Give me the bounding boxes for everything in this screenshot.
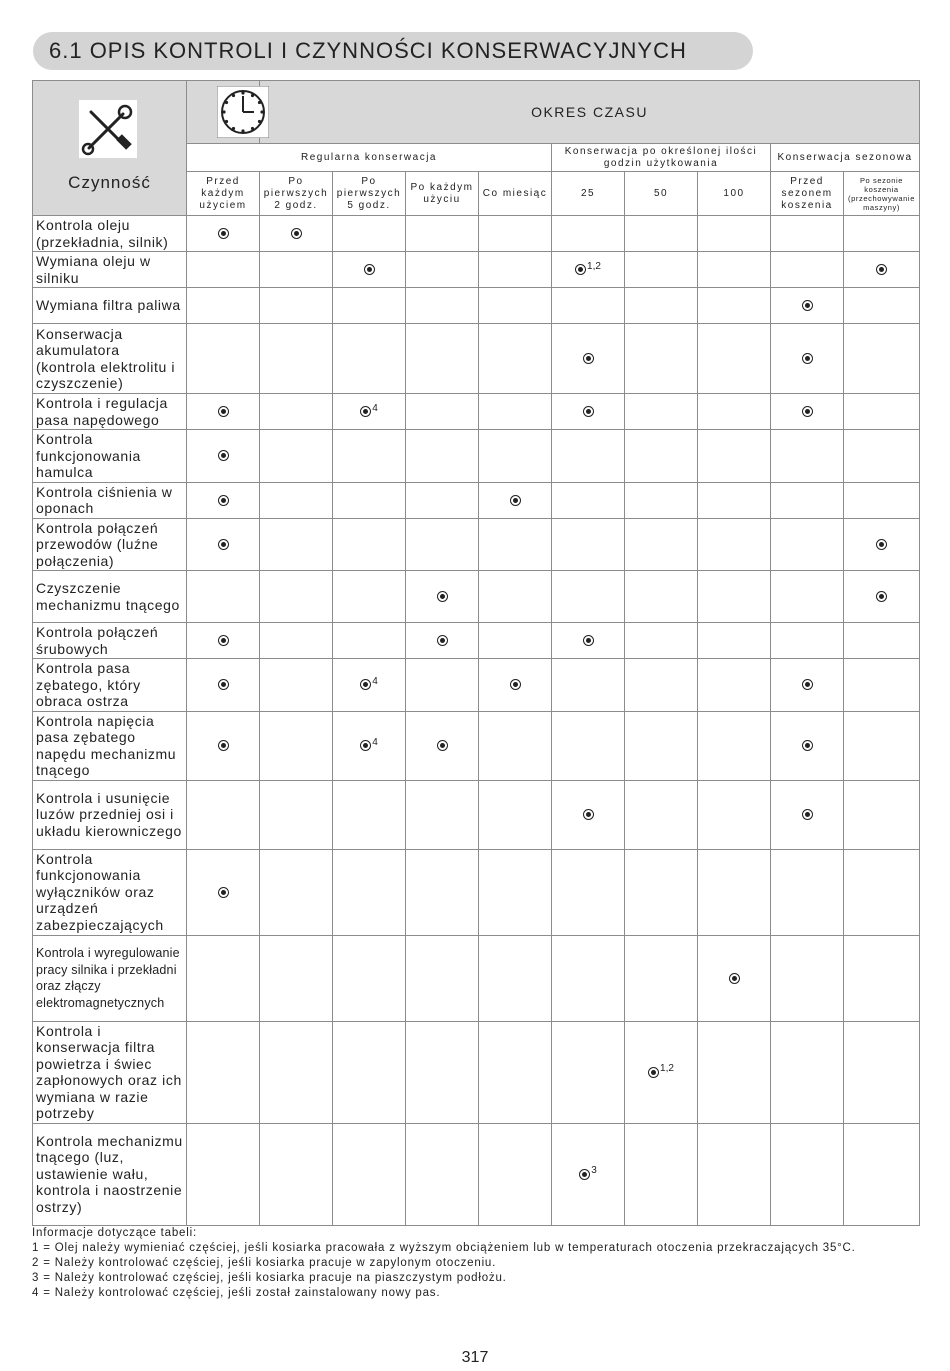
table-row: [33, 430, 920, 483]
schedule-cell: [479, 518, 552, 571]
schedule-cell: [479, 623, 552, 659]
schedule-cell: [187, 288, 260, 324]
schedule-cell: [771, 659, 844, 712]
footnote-ref: 1,2: [660, 1063, 674, 1074]
table-notes: [32, 1226, 856, 1301]
schedule-cell: [187, 935, 260, 1021]
schedule-cell: [333, 216, 406, 252]
check-mark-icon: [360, 740, 371, 751]
col-header: Przed każdym użyciem: [187, 172, 260, 216]
schedule-cell: [625, 849, 698, 935]
schedule-cell: [552, 324, 625, 394]
okres-czasu-header: OKRES CZASU: [260, 81, 920, 144]
schedule-cell: [552, 935, 625, 1021]
schedule-cell: [625, 623, 698, 659]
schedule-cell: [406, 849, 479, 935]
check-mark-icon: [218, 887, 229, 898]
check-mark-icon: [360, 406, 371, 417]
schedule-cell: [552, 571, 625, 623]
check-mark-icon: [364, 264, 375, 275]
schedule-cell: [406, 252, 479, 288]
schedule-cell: [552, 1123, 625, 1225]
activity-cell: Kontrola i regulacja pasa napędowego: [33, 394, 187, 430]
schedule-cell: [260, 482, 333, 518]
regularna-konserwacja-header: Regularna konserwacja: [187, 144, 552, 172]
table-row: [33, 1123, 920, 1225]
check-mark-icon: [291, 228, 302, 239]
activity-cell: Kontrola połączeń śrubowych: [33, 623, 187, 659]
schedule-cell: [771, 288, 844, 324]
schedule-cell: [187, 659, 260, 712]
schedule-cell: [698, 252, 771, 288]
schedule-cell: [187, 571, 260, 623]
schedule-cell: [187, 623, 260, 659]
schedule-cell: [552, 482, 625, 518]
schedule-cell: [479, 849, 552, 935]
schedule-cell: [187, 1123, 260, 1225]
check-mark-icon: [437, 740, 448, 751]
table-row: [33, 659, 920, 712]
schedule-cell: [187, 324, 260, 394]
schedule-cell: [333, 849, 406, 935]
schedule-cell: [844, 849, 920, 935]
check-mark-icon: [218, 740, 229, 751]
activity-cell: Kontrola napięcia pasa zębatego napędu mechanizmu tnącego: [33, 711, 187, 780]
schedule-cell: [187, 482, 260, 518]
czynnosc-label: Czynność: [68, 173, 151, 192]
check-mark-icon: [218, 406, 229, 417]
schedule-cell: [625, 711, 698, 780]
check-mark-icon: [579, 1169, 590, 1180]
schedule-cell: [844, 711, 920, 780]
schedule-cell: [406, 518, 479, 571]
schedule-cell: [625, 252, 698, 288]
table-row: [33, 780, 920, 849]
schedule-cell: [552, 780, 625, 849]
schedule-cell: [406, 780, 479, 849]
schedule-cell: [260, 571, 333, 623]
check-mark-icon: [876, 264, 887, 275]
schedule-cell: [187, 1021, 260, 1123]
schedule-cell: [260, 430, 333, 483]
activity-cell: Kontrola ciśnienia w oponach: [33, 482, 187, 518]
col-header: Co miesiąc: [479, 172, 552, 216]
schedule-cell: [406, 430, 479, 483]
schedule-cell: [260, 518, 333, 571]
schedule-cell: [698, 571, 771, 623]
schedule-cell: [844, 659, 920, 712]
schedule-cell: [333, 1123, 406, 1225]
schedule-cell: [406, 659, 479, 712]
check-mark-icon: [876, 591, 887, 602]
schedule-cell: [552, 711, 625, 780]
table-row: [33, 1021, 920, 1123]
table-row: [33, 216, 920, 252]
table-row: [33, 252, 920, 288]
activity-cell: Kontrola funkcjonowania hamulca: [33, 430, 187, 483]
schedule-cell: [844, 288, 920, 324]
schedule-cell: [771, 252, 844, 288]
page-title: 6.1 OPIS KONTROLI I CZYNNOŚCI KONSERWACYJNYCH: [49, 38, 687, 63]
schedule-cell: [625, 1123, 698, 1225]
schedule-cell: [260, 849, 333, 935]
note-item: 1 = Olej należy wymieniać częściej, jeśli kosiarka pracowała z wyższym obciążeniem lub w temperaturach otoczenia przekraczających 35°C.: [32, 1242, 856, 1254]
schedule-cell: [479, 935, 552, 1021]
page-number: 317: [461, 1349, 489, 1366]
footnote-ref: 4: [372, 402, 378, 414]
schedule-cell: [552, 430, 625, 483]
schedule-cell: [260, 288, 333, 324]
schedule-cell: [771, 1123, 844, 1225]
schedule-cell: [260, 935, 333, 1021]
schedule-cell: [844, 780, 920, 849]
schedule-cell: [698, 780, 771, 849]
schedule-cell: [479, 1123, 552, 1225]
schedule-cell: [187, 216, 260, 252]
schedule-cell: [333, 659, 406, 712]
schedule-cell: [552, 1021, 625, 1123]
schedule-cell: [187, 711, 260, 780]
schedule-cell: [333, 252, 406, 288]
schedule-cell: [625, 571, 698, 623]
schedule-cell: [625, 659, 698, 712]
check-mark-icon: [802, 406, 813, 417]
schedule-cell: [260, 324, 333, 394]
schedule-cell: [625, 430, 698, 483]
footnote-ref: 3: [591, 1165, 597, 1176]
schedule-cell: [479, 252, 552, 288]
notes-heading: Informacje dotyczące tabeli:: [32, 1227, 197, 1239]
schedule-cell: [771, 324, 844, 394]
check-mark-icon: [218, 635, 229, 646]
schedule-cell: [844, 1123, 920, 1225]
schedule-cell: [333, 571, 406, 623]
schedule-cell: [406, 288, 479, 324]
check-mark-icon: [437, 591, 448, 602]
col-header: 25: [552, 172, 625, 216]
activity-cell: Kontrola pasa zębatego, który obraca ostrza: [33, 659, 187, 712]
check-mark-icon: [802, 679, 813, 690]
schedule-cell: [406, 1123, 479, 1225]
schedule-cell: [771, 849, 844, 935]
schedule-cell: [187, 394, 260, 430]
schedule-cell: [406, 394, 479, 430]
schedule-cell: [479, 711, 552, 780]
schedule-cell: [844, 482, 920, 518]
schedule-cell: [552, 394, 625, 430]
note-item: 3 = Należy kontrolować częściej, jeśli kosiarka pracuje na piaszczystym podłożu.: [32, 1272, 507, 1284]
schedule-cell: [552, 288, 625, 324]
schedule-cell: [771, 1021, 844, 1123]
table-row: [33, 518, 920, 571]
check-mark-icon: [802, 740, 813, 751]
schedule-cell: [625, 518, 698, 571]
schedule-cell: [844, 518, 920, 571]
clock-header-cell: [187, 81, 260, 144]
schedule-cell: [333, 711, 406, 780]
schedule-cell: [479, 288, 552, 324]
schedule-cell: [260, 216, 333, 252]
schedule-cell: [187, 849, 260, 935]
schedule-cell: [260, 780, 333, 849]
table-row: [33, 935, 920, 1021]
schedule-cell: [698, 394, 771, 430]
clock-icon: [217, 86, 269, 138]
schedule-cell: [771, 518, 844, 571]
table-row: [33, 482, 920, 518]
check-mark-icon: [802, 809, 813, 820]
note-item: 4 = Należy kontrolować częściej, jeśli został zainstalowany nowy pas.: [32, 1287, 441, 1299]
col-header: Po każdym użyciu: [406, 172, 479, 216]
schedule-cell: [698, 216, 771, 252]
table-row: [33, 288, 920, 324]
schedule-cell: [260, 394, 333, 430]
check-mark-icon: [648, 1067, 659, 1078]
check-mark-icon: [218, 450, 229, 461]
activity-cell: Kontrola oleju (przekładnia, silnik): [33, 216, 187, 252]
schedule-cell: [333, 324, 406, 394]
col-header: 50: [625, 172, 698, 216]
check-mark-icon: [218, 228, 229, 239]
schedule-cell: [552, 849, 625, 935]
activity-cell: Wymiana filtra paliwa: [33, 288, 187, 324]
schedule-cell: [406, 1021, 479, 1123]
schedule-cell: [844, 571, 920, 623]
schedule-cell: [844, 324, 920, 394]
schedule-cell: [625, 324, 698, 394]
check-mark-icon: [218, 495, 229, 506]
schedule-cell: [479, 780, 552, 849]
schedule-cell: [771, 571, 844, 623]
schedule-cell: [333, 935, 406, 1021]
schedule-cell: [771, 430, 844, 483]
schedule-cell: [771, 935, 844, 1021]
schedule-cell: [479, 482, 552, 518]
schedule-cell: [406, 216, 479, 252]
schedule-cell: [333, 288, 406, 324]
schedule-cell: [771, 780, 844, 849]
table-row: [33, 324, 920, 394]
schedule-cell: [333, 518, 406, 571]
check-mark-icon: [802, 300, 813, 311]
schedule-cell: [625, 288, 698, 324]
footnote-ref: 1,2: [587, 260, 601, 272]
table-row: [33, 711, 920, 780]
schedule-cell: [771, 482, 844, 518]
check-mark-icon: [876, 539, 887, 550]
check-mark-icon: [510, 679, 521, 690]
schedule-cell: [698, 659, 771, 712]
schedule-cell: [552, 252, 625, 288]
schedule-cell: [260, 1021, 333, 1123]
schedule-cell: [844, 430, 920, 483]
activity-cell: Kontrola mechanizmu tnącego (luz, ustawienie wału, kontrola i naostrzenie ostrzy): [33, 1123, 187, 1225]
schedule-cell: [406, 571, 479, 623]
check-mark-icon: [510, 495, 521, 506]
schedule-cell: [698, 849, 771, 935]
activity-cell: Czyszczenie mechanizmu tnącego: [33, 571, 187, 623]
schedule-cell: [844, 935, 920, 1021]
section-title-bar: [33, 32, 753, 70]
schedule-cell: [698, 430, 771, 483]
col-header: Po pierwszych 2 godz.: [260, 172, 333, 216]
schedule-cell: [479, 1021, 552, 1123]
check-mark-icon: [575, 264, 586, 275]
schedule-cell: [552, 216, 625, 252]
table-row: [33, 571, 920, 623]
schedule-cell: [333, 482, 406, 518]
schedule-cell: [333, 780, 406, 849]
check-mark-icon: [360, 679, 371, 690]
col-header: Po sezonie koszenia (przechowywanie maszyny): [844, 172, 920, 216]
schedule-cell: [406, 482, 479, 518]
schedule-cell: [698, 1123, 771, 1225]
schedule-cell: [698, 623, 771, 659]
activity-cell: Kontrola i wyregulowanie pracy silnika i przekładni oraz złączy elektromagnetycznych: [33, 935, 187, 1021]
schedule-cell: [260, 711, 333, 780]
check-mark-icon: [218, 679, 229, 690]
activity-cell: Kontrola funkcjonowania wyłączników oraz urządzeń zabezpieczających: [33, 849, 187, 935]
check-mark-icon: [729, 973, 740, 984]
po-okreslonej-header: Konserwacja po określonej ilości godzin użytkowania: [552, 144, 771, 172]
schedule-cell: [333, 394, 406, 430]
col-header: 100: [698, 172, 771, 216]
footnote-ref: 4: [372, 736, 378, 748]
schedule-cell: [406, 935, 479, 1021]
schedule-cell: [260, 252, 333, 288]
schedule-cell: [479, 430, 552, 483]
table-row: [33, 849, 920, 935]
schedule-cell: [333, 623, 406, 659]
footnote-ref: 4: [372, 675, 378, 687]
schedule-cell: [406, 623, 479, 659]
schedule-cell: [625, 935, 698, 1021]
schedule-cell: [625, 394, 698, 430]
schedule-cell: [771, 711, 844, 780]
schedule-cell: [698, 324, 771, 394]
schedule-cell: [406, 324, 479, 394]
activity-cell: Kontrola i konserwacja filtra powietrza i świec zapłonowych oraz ich wymiana w razie potrzeby: [33, 1021, 187, 1123]
check-mark-icon: [583, 353, 594, 364]
check-mark-icon: [802, 353, 813, 364]
schedule-cell: [479, 394, 552, 430]
check-mark-icon: [583, 406, 594, 417]
schedule-cell: [187, 780, 260, 849]
czynnosc-header-cell: [33, 81, 187, 216]
check-mark-icon: [218, 539, 229, 550]
schedule-cell: [844, 216, 920, 252]
activity-cell: Kontrola i usunięcie luzów przedniej osi i układu kierowniczego: [33, 780, 187, 849]
schedule-cell: [260, 623, 333, 659]
col-header: Przed sezonem koszenia: [771, 172, 844, 216]
schedule-cell: [698, 935, 771, 1021]
maintenance-table: [32, 80, 920, 1226]
schedule-cell: [844, 252, 920, 288]
schedule-cell: [771, 216, 844, 252]
schedule-cell: [406, 711, 479, 780]
schedule-cell: [625, 780, 698, 849]
schedule-cell: [844, 623, 920, 659]
schedule-cell: [187, 430, 260, 483]
schedule-cell: [698, 288, 771, 324]
schedule-cell: [625, 216, 698, 252]
schedule-cell: [552, 518, 625, 571]
schedule-cell: [698, 482, 771, 518]
activity-cell: Konserwacja akumulatora (kontrola elektrolitu i czyszczenie): [33, 324, 187, 394]
schedule-cell: [698, 518, 771, 571]
schedule-cell: [771, 394, 844, 430]
schedule-cell: [625, 482, 698, 518]
table-body: [33, 216, 920, 1226]
col-header: Po pierwszych 5 godz.: [333, 172, 406, 216]
schedule-cell: [771, 623, 844, 659]
activity-cell: Kontrola połączeń przewodów (luźne połączenia): [33, 518, 187, 571]
schedule-cell: [260, 1123, 333, 1225]
schedule-cell: [625, 1021, 698, 1123]
activity-cell: Wymiana oleju w silniku: [33, 252, 187, 288]
schedule-cell: [844, 1021, 920, 1123]
table-row: [33, 394, 920, 430]
schedule-cell: [844, 394, 920, 430]
schedule-cell: [698, 711, 771, 780]
wrench-screwdriver-icon: [79, 100, 137, 158]
schedule-cell: [479, 324, 552, 394]
schedule-cell: [479, 216, 552, 252]
schedule-cell: [187, 252, 260, 288]
schedule-cell: [333, 430, 406, 483]
schedule-cell: [552, 659, 625, 712]
sezonowa-header: Konserwacja sezonowa: [771, 144, 920, 172]
schedule-cell: [333, 1021, 406, 1123]
schedule-cell: [479, 659, 552, 712]
check-mark-icon: [437, 635, 448, 646]
schedule-cell: [479, 571, 552, 623]
table-row: [33, 623, 920, 659]
note-item: 2 = Należy kontrolować częściej, jeśli kosiarka pracuje w zapylonym otoczeniu.: [32, 1257, 497, 1269]
check-mark-icon: [583, 809, 594, 820]
check-mark-icon: [583, 635, 594, 646]
schedule-cell: [260, 659, 333, 712]
schedule-cell: [552, 623, 625, 659]
schedule-cell: [698, 1021, 771, 1123]
schedule-cell: [187, 518, 260, 571]
